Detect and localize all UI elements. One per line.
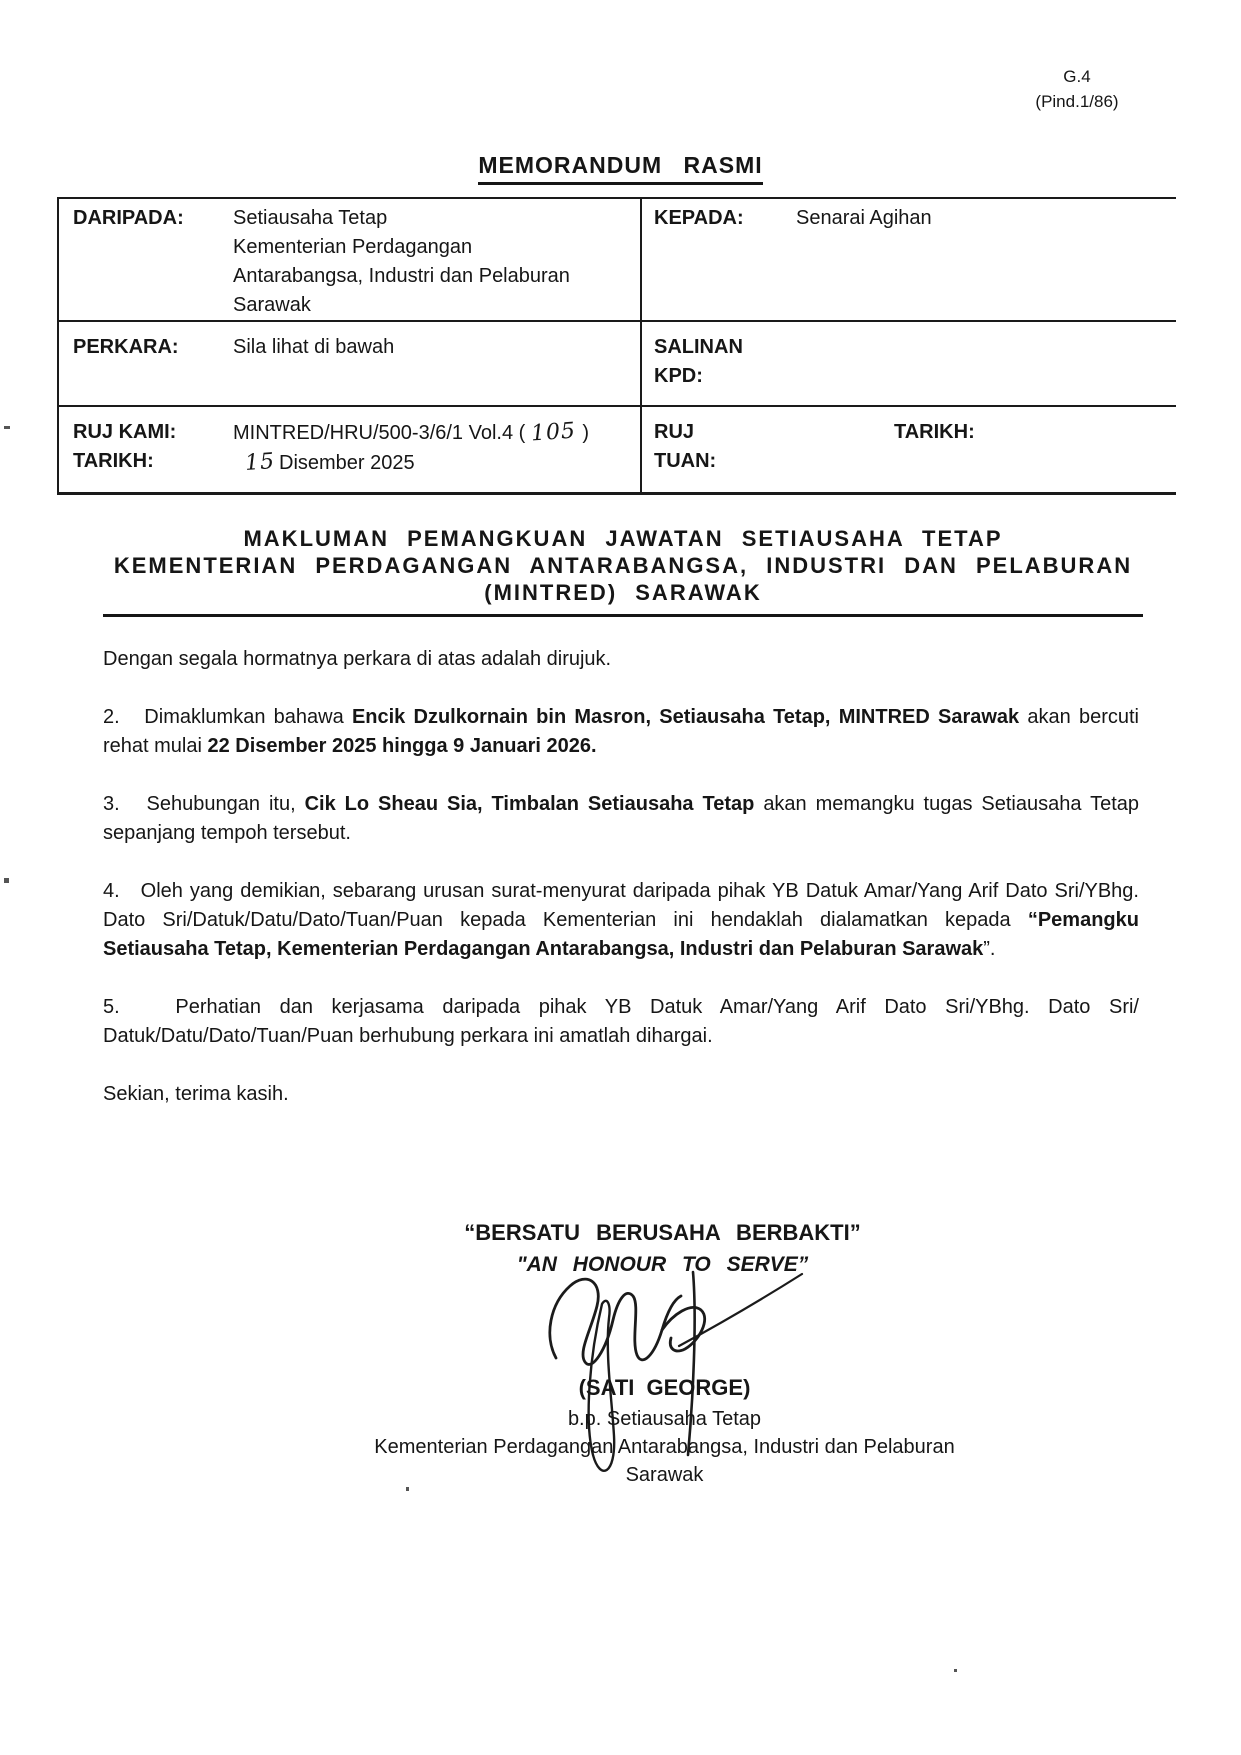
memo-date (233, 448, 640, 478)
table-row-from-to (59, 199, 1176, 322)
ruj-tuan-label (654, 418, 894, 476)
tarikh-right-label: TARIKH: (894, 421, 975, 443)
reference-number-printed: MINTRED/HRU/500-3/6/1 Vol.4 ( (233, 422, 526, 444)
reference-number-close: ) (582, 422, 589, 444)
motto-line-english: "AN HONOUR TO SERVE” (516, 1253, 809, 1276)
daripada-line: Antarabangsa, Industri dan Pelaburan (233, 265, 570, 287)
form-code-revision: (Pind.1/86) (1035, 92, 1119, 111)
memo-title: MEMORANDUM RASMI (478, 152, 762, 185)
paragraph-2: 2. Dimaklumkan bahawa Encik Dzulkornain bin Masron, Setiausaha Tetap, MINTRED Sarawak akan bercuti rehat mulai 22 Disember 2025 hingga 9 Januari 2026. (103, 706, 1140, 757)
perkara-label: PERKARA: (73, 336, 179, 358)
signatory-block (0, 1374, 1241, 1489)
motto-line-malay: “BERSATU BERUSAHA BERBAKTI” (464, 1220, 861, 1245)
scan-artifact (406, 1487, 409, 1491)
salinan-cell (642, 322, 1176, 405)
scan-artifact (4, 878, 9, 883)
paragraph-5: 5. Perhatian dan kerjasama daripada pihak YB Datuk Amar/Yang Arif Dato Sri/YBhg. Dato Sri/​Datuk/Datu/Dato/Tuan/Puan berhubung perkara ini amatlah dihargai. (103, 996, 1139, 1047)
kepada-label: KEPADA: (654, 207, 744, 229)
daripada-cell (59, 199, 642, 320)
form-code-number: G.4 (1063, 67, 1091, 86)
salinan-label-line1: SALINAN (654, 336, 743, 358)
daripada-line: Sarawak (233, 294, 311, 316)
handwritten-ref-number: 105 (530, 418, 578, 447)
scan-artifact (4, 426, 10, 429)
memo-body (103, 645, 1139, 1138)
ruj-tuan-label-line1: RUJ (654, 421, 695, 443)
tarikh-label: TARIKH: (73, 450, 154, 472)
paragraph-3: 3. Sehubungan itu, Cik Lo Sheau Sia, Timbalan Setiausaha Tetap akan memangku tugas Setiausaha Tetap sepanjang tempoh tersebut. (103, 793, 1140, 844)
paragraph-intro: Dengan segala hormatnya perkara di atas adalah dirujuk. (103, 648, 612, 670)
perkara-value: Sila lihat di bawah (233, 336, 395, 358)
daripada-line: Setiausaha Tetap (233, 207, 388, 229)
daripada-label: DARIPADA: (73, 207, 184, 229)
kepada-cell (642, 199, 1176, 320)
ruj-kami-tarikh-labels (73, 418, 233, 476)
signatory-name: (SATI GEORGE) (578, 1375, 751, 1400)
paragraph-4: 4. Oleh yang demikian, sebarang urusan surat-menyurat daripada pihak YB Datuk Amar/Yang Arif Dato Sri/YBhg. Dato Sri/​Datuk/Datu/Dato/Tuan/Puan kepada Kementerian ini hendaklah dialamatkan kepada “Pemangku Setiausaha Tetap, Kementerian Perdagangan Antarabangsa, Industri dan Pelaburan Sarawak”. (103, 880, 1139, 960)
salinan-label (654, 333, 796, 391)
ruj-tuan-label-line2: TUAN: (654, 450, 717, 472)
kepada-value: Senarai Agihan (796, 207, 932, 229)
salinan-label-line2: KPD: (654, 365, 703, 387)
reference-number (233, 418, 640, 448)
memo-title-wrap (0, 152, 1241, 185)
subject-heading-line3: (MINTRED) SARAWAK (484, 580, 762, 605)
memo-date-printed: Disember 2025 (279, 452, 415, 474)
perkara-cell (59, 322, 642, 405)
signatory-ministry: Kementerian Perdagangan Antarabangsa, Industri dan Pelaburan (374, 1436, 955, 1458)
signatory-capacity: b.p. Setiausaha Tetap (567, 1408, 762, 1430)
subject-heading-line2: KEMENTERIAN PERDAGANGAN ANTARABANGSA, INDUSTRI DAN PELABURAN (113, 553, 1133, 578)
subject-heading (103, 525, 1143, 617)
daripada-value (233, 204, 640, 320)
table-row-ref-date (59, 407, 1176, 492)
subject-heading-line1: MAKLUMAN PEMANGKUAN JAWATAN SETIAUSAHA TETAP (243, 526, 1003, 551)
scan-artifact (954, 1669, 957, 1672)
daripada-line: Kementerian Perdagangan (233, 236, 473, 258)
ruj-kami-value (233, 418, 640, 478)
memo-header-table (57, 197, 1176, 495)
ruj-kami-label: RUJ KAMI: (73, 421, 177, 443)
ruj-tuan-cell (642, 407, 1176, 492)
table-row-subject-copy (59, 322, 1176, 407)
signatory-state: Sarawak (625, 1464, 704, 1486)
ruj-kami-cell (59, 407, 642, 492)
paragraph-closing: Sekian, terima kasih. (103, 1083, 289, 1105)
form-code (1017, 64, 1137, 114)
handwritten-day: 15 (244, 448, 276, 477)
